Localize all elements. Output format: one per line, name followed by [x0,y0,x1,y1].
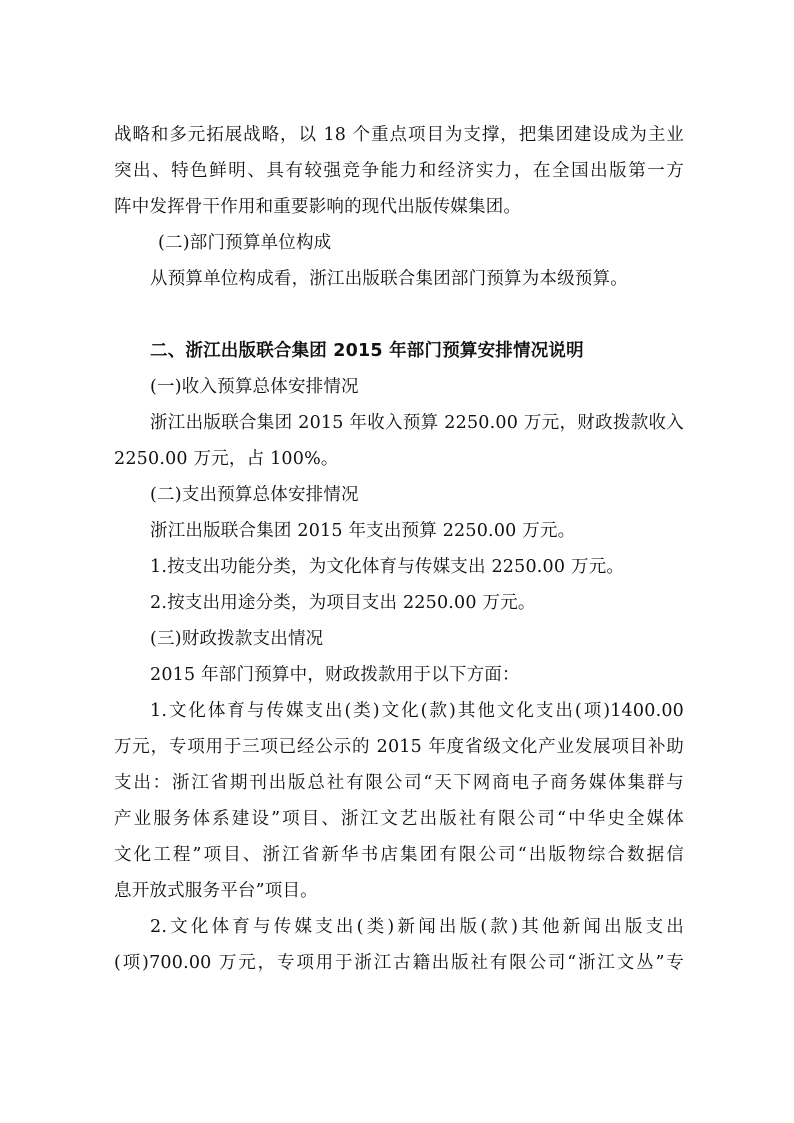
paragraph-line: 突出、特色鲜明、具有较强竞争能力和经济实力，在全国出版第一方 [114,161,684,181]
list-item: 2.文化体育与传媒支出(类)新闻出版(款)其他新闻出版支出 [150,917,684,937]
paragraph-line: 文化工程”项目、浙江省新华书店集团有限公司“出版物综合数据信 [114,845,684,865]
subsection-heading: (一)收入预算总体安排情况 [150,377,359,397]
paragraph-line: 战略和多元拓展战略，以 18 个重点项目为支撑，把集团建设成为主业 [114,125,684,145]
paragraph-line: 2250.00 万元，占 100%。 [114,449,339,469]
paragraph-line: 支出：浙江省期刊出版总社有限公司“天下网商电子商务媒体集群与 [114,773,684,793]
paragraph-line: 阵中发挥骨干作用和重要影响的现代出版传媒集团。 [114,197,522,217]
list-item: 1.文化体育与传媒支出(类)文化(款)其他文化支出(项)1400.00 [150,701,684,721]
list-item: 1.按支出功能分类，为文化体育与传媒支出 2250.00 万元。 [150,557,625,577]
list-item: 2.按支出用途分类，为项目支出 2250.00 万元。 [150,593,536,613]
paragraph-line: 从预算单位构成看，浙江出版联合集团部门预算为本级预算。 [150,269,628,289]
paragraph-line: (项)700.00 万元，专项用于浙江古籍出版社有限公司“浙江文丛”专 [114,953,684,973]
paragraph-line: 万元，专项用于三项已经公示的 2015 年度省级文化产业发展项目补助 [114,737,684,757]
section-heading: 二、浙江出版联合集团 2015 年部门预算安排情况说明 [150,341,584,361]
paragraph-line: 浙江出版联合集团 2015 年支出预算 2250.00 万元。 [150,521,576,541]
subsection-heading: (三)财政拨款支出情况 [150,629,324,649]
subsection-heading: (二)部门预算单位构成 [158,233,332,253]
paragraph-line: 息开放式服务平台”项目。 [114,881,318,901]
subsection-heading: (二)支出预算总体安排情况 [150,485,359,505]
paragraph-line: 产业服务体系建设”项目、浙江文艺出版社有限公司“中华史全媒体 [114,809,684,829]
paragraph-line: 2015 年部门预算中，财政拨款用于以下方面： [150,665,520,685]
paragraph-line: 浙江出版联合集团 2015 年收入预算 2250.00 万元，财政拨款收入 [150,413,684,433]
